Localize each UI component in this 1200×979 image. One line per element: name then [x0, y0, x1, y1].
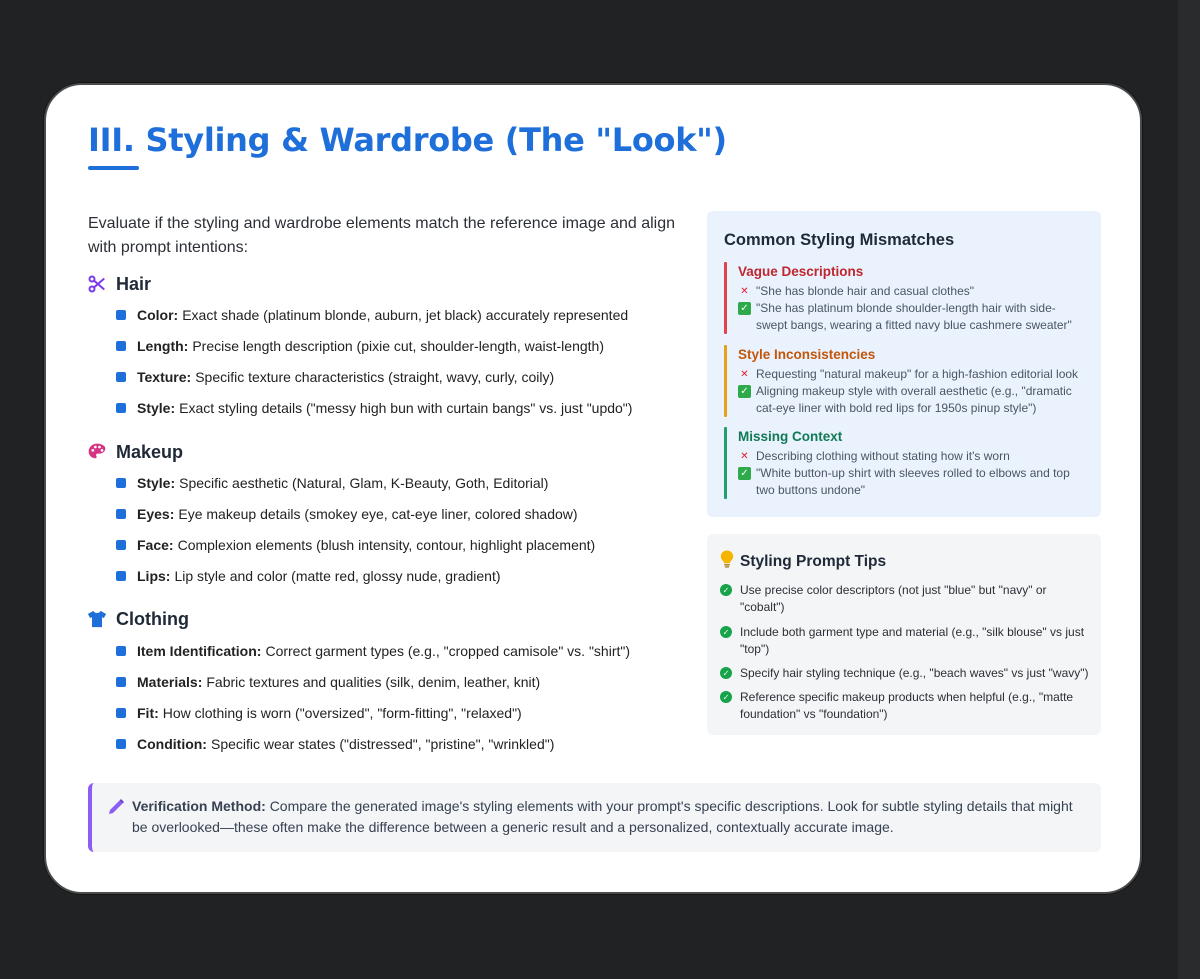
cross-icon: ✕: [740, 369, 749, 380]
bullet-icon: [116, 708, 126, 718]
list-item: Lips: Lip style and color (matte red, glossy nude, gradient): [116, 568, 501, 584]
verification-text: [132, 796, 1092, 838]
mismatch-context: [724, 427, 1084, 499]
good-example: "White button-up shirt with sleeves rolled to elbows and top two buttons undone": [756, 466, 1070, 497]
section-title-makeup: Makeup: [116, 441, 184, 462]
page-edge: [1178, 0, 1200, 979]
mismatch-heading: Missing Context: [738, 429, 843, 444]
list-item: Style: Specific aesthetic (Natural, Glam, K-Beauty, Goth, Editorial): [116, 475, 548, 491]
bullet-icon: [116, 739, 126, 749]
list-item: Item Identification: Correct garment types (e.g., "cropped camisole" vs. "shirt"): [116, 643, 630, 659]
bullet-icon: [116, 341, 126, 351]
bullet-icon: [116, 372, 126, 382]
bullet-icon: [116, 646, 126, 656]
pencil-icon: [107, 798, 125, 821]
list-item: Face: Complexion elements (blush intensity, contour, highlight placement): [116, 537, 595, 553]
check-icon: ✓: [738, 467, 751, 480]
verification-callout: [88, 783, 1101, 852]
tip-item: ✓ Use precise color descriptors (not just "blue" but "navy" or "cobalt"): [720, 582, 1090, 616]
good-example: "She has platinum blonde shoulder-length hair with side-swept bangs, wearing a fitted navy blue cashmere sweater": [756, 301, 1072, 332]
mismatch-inconsistencies: [724, 345, 1084, 417]
check-circle-icon: ✓: [720, 667, 732, 679]
check-circle-icon: ✓: [720, 626, 732, 638]
clothing-section-header: [86, 608, 189, 630]
tips-header: [720, 550, 886, 573]
mismatches-panel: [707, 211, 1101, 517]
bullet-icon: [116, 540, 126, 550]
bullet-icon: [116, 571, 126, 581]
check-circle-icon: ✓: [720, 584, 732, 596]
palette-icon: [86, 441, 108, 463]
list-item: Materials: Fabric textures and qualities (silk, denim, leather, knit): [116, 674, 540, 690]
title-underline: [88, 166, 139, 170]
cross-icon: ✕: [740, 286, 749, 297]
section-title-hair: Hair: [116, 273, 152, 294]
mismatch-heading: Vague Descriptions: [738, 264, 864, 279]
list-item: Eyes: Eye makeup details (smokey eye, cat-eye liner, colored shadow): [116, 506, 578, 522]
list-item: Length: Precise length description (pixie cut, shoulder-length, waist-length): [116, 338, 604, 354]
tip-item: ✓ Specify hair styling technique (e.g., "beach waves" vs just "wavy"): [720, 665, 1090, 682]
tip-item: ✓ Include both garment type and material (e.g., "silk blouse" vs just "top"): [720, 624, 1090, 658]
good-example: Aligning makeup style with overall aesthetic (e.g., "dramatic cat-eye liner with bold red lips for 1950s pinup style"): [756, 384, 1072, 415]
list-item: Fit: How clothing is worn ("oversized", "form-fitting", "relaxed"): [116, 705, 522, 721]
check-circle-icon: ✓: [720, 691, 732, 703]
mismatches-title: Common Styling Mismatches: [724, 231, 955, 249]
section-title-clothing: Clothing: [116, 608, 189, 629]
hair-section-header: [86, 273, 151, 295]
mismatch-vague: [724, 262, 1084, 334]
check-icon: ✓: [738, 302, 751, 315]
tshirt-icon: [86, 608, 108, 630]
accent-bar: [724, 262, 727, 334]
bullet-icon: [116, 403, 126, 413]
list-item: Condition: Specific wear states ("distressed", "pristine", "wrinkled"): [116, 736, 554, 752]
bad-example: "She has blonde hair and casual clothes": [756, 284, 974, 298]
verification-body: Compare the generated image's styling elements with your prompt's specific descriptions. Look for subtle styling details that might be overlooked—these often make the difference between a generic result and a personalized, contextually accurate image.: [132, 798, 1073, 835]
bad-example: Requesting "natural makeup" for a high-fashion editorial look: [756, 367, 1079, 381]
bullet-icon: [116, 677, 126, 687]
tips-title: Styling Prompt Tips: [740, 552, 887, 570]
list-item: Style: Exact styling details ("messy high bun with curtain bangs" vs. just "updo"): [116, 400, 632, 416]
tips-panel: [707, 534, 1101, 735]
list-item: Texture: Specific texture characteristics (straight, wavy, curly, coily): [116, 369, 554, 385]
mismatch-heading: Style Inconsistencies: [738, 347, 876, 362]
bullet-icon: [116, 310, 126, 320]
tip-item: ✓ Reference specific makeup products when helpful (e.g., "matte foundation" vs "foundation"): [720, 689, 1090, 723]
accent-bar: [724, 427, 727, 499]
bullet-icon: [116, 478, 126, 488]
accent-bar: [724, 345, 727, 417]
page-title: III. Styling & Wardrobe (The "Look"): [88, 121, 727, 159]
makeup-section-header: [86, 441, 183, 463]
intro-text: Evaluate if the styling and wardrobe elements match the reference image and align with prompt intentions:: [88, 215, 676, 256]
bullet-icon: [116, 509, 126, 519]
check-icon: ✓: [738, 385, 751, 398]
list-item: Color: Exact shade (platinum blonde, auburn, jet black) accurately represented: [116, 307, 628, 323]
lightbulb-icon: [720, 550, 734, 573]
cross-icon: ✕: [740, 451, 749, 462]
bad-example: Describing clothing without stating how it's worn: [756, 449, 1010, 463]
verification-label: Verification Method:: [132, 798, 266, 814]
content-card: [44, 83, 1142, 894]
scissors-icon: [86, 273, 108, 295]
